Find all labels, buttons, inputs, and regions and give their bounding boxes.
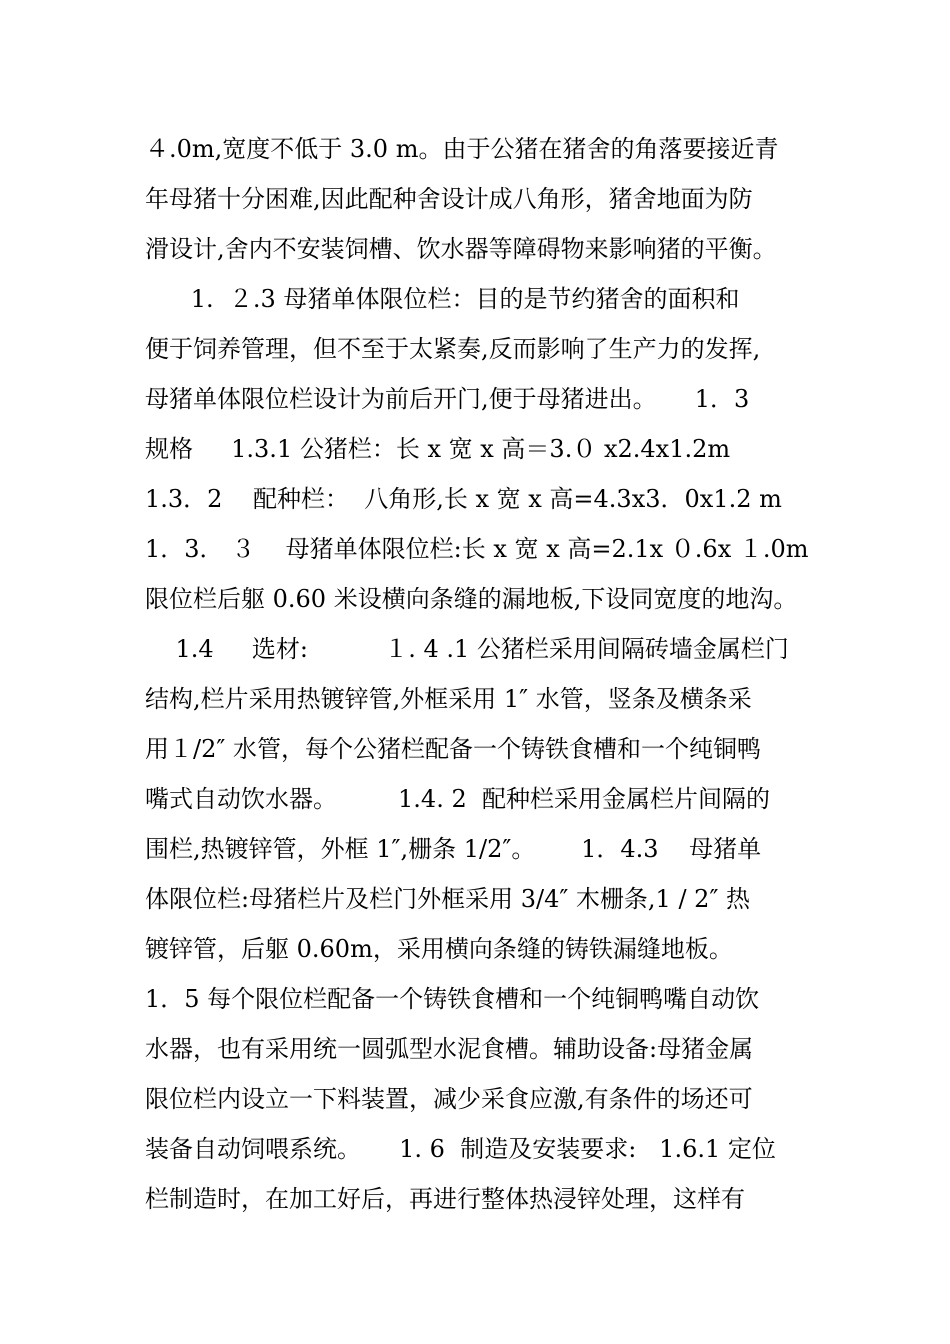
text-line: 1. ２.3 母猪单体限位栏：目的是节约猪舍的面积和 <box>145 285 740 313</box>
body-text <box>145 124 825 1224</box>
text-line: 便于饲养管理，但不至于太紧奏,反而影响了生产力的发挥, <box>145 335 761 363</box>
text-line: 装备自动饲喂系统。 1. 6 制造及安装要求: 1.6.1 定位 <box>145 1135 776 1163</box>
text-line: 1.3．2 配种栏： 八角形,长 x 宽 x 高=4.3x3．0x1.2 m <box>145 485 782 513</box>
text-line: 1．5 每个限位栏配备一个铸铁食槽和一个纯铜鸭嘴自动饮 <box>145 985 760 1013</box>
text-line: 1.4 选材: １. 4 .1 公猪栏采用间隔砖墙金属栏门 <box>145 635 789 663</box>
text-line: 母猪单体限位栏设计为前后开门,便于母猪进出。 1．3 <box>145 385 750 413</box>
text-line: 水器，也有采用统一圆弧型水泥食槽。辅助设备:母猪金属 <box>145 1035 754 1063</box>
text-line: 结构,栏片采用热镀锌管,外框采用 1″ 水管，竖条及横条采 <box>145 685 752 713</box>
text-line: 限位栏内设立一下料装置，减少采食应激,有条件的场还可 <box>145 1085 753 1113</box>
text-line: 体限位栏:母猪栏片及栏门外框采用 3/4″ 木栅条,1 / 2″ 热 <box>145 885 751 913</box>
text-line: 限位栏后躯 0.60 米设横向条缝的漏地板,下设同宽度的地沟。 <box>145 585 798 613</box>
text-line: 围栏,热镀锌管，外框 1″,栅条 1/2″。 1．4.3 母猪单 <box>145 835 762 863</box>
text-line: 嘴式自动饮水器。 1.4. 2 配种栏采用金属栏片间隔的 <box>145 785 770 813</box>
text-line: 栏制造时，在加工好后，再进行整体热浸锌处理，这样有 <box>145 1185 745 1213</box>
text-line: 滑设计,舍内不安装饲槽、饮水器等障碍物来影响猪的平衡。 <box>145 235 777 263</box>
text-line: 规格 1.3.1 公猪栏：长 x 宽 x 高＝3.０ x2.4x1.2m <box>145 435 731 463</box>
text-line: 1．3． ３ 母猪单体限位栏:长 x 宽 x 高=2.1x ０.6x １.0m <box>145 535 809 563</box>
text-line: 用１/2″ 水管，每个公猪栏配备一个铸铁食槽和一个纯铜鸭 <box>145 735 761 763</box>
text-line: ４.0m,宽度不低于 3.0 m。由于公猪在猪舍的角落要接近青 <box>145 135 779 163</box>
text-line: 镀锌管，后躯 0.60m，采用横向条缝的铸铁漏缝地板。 <box>145 935 733 963</box>
text-line: 年母猪十分困难,因此配种舍设计成八角形，猪舍地面为防 <box>145 185 753 213</box>
